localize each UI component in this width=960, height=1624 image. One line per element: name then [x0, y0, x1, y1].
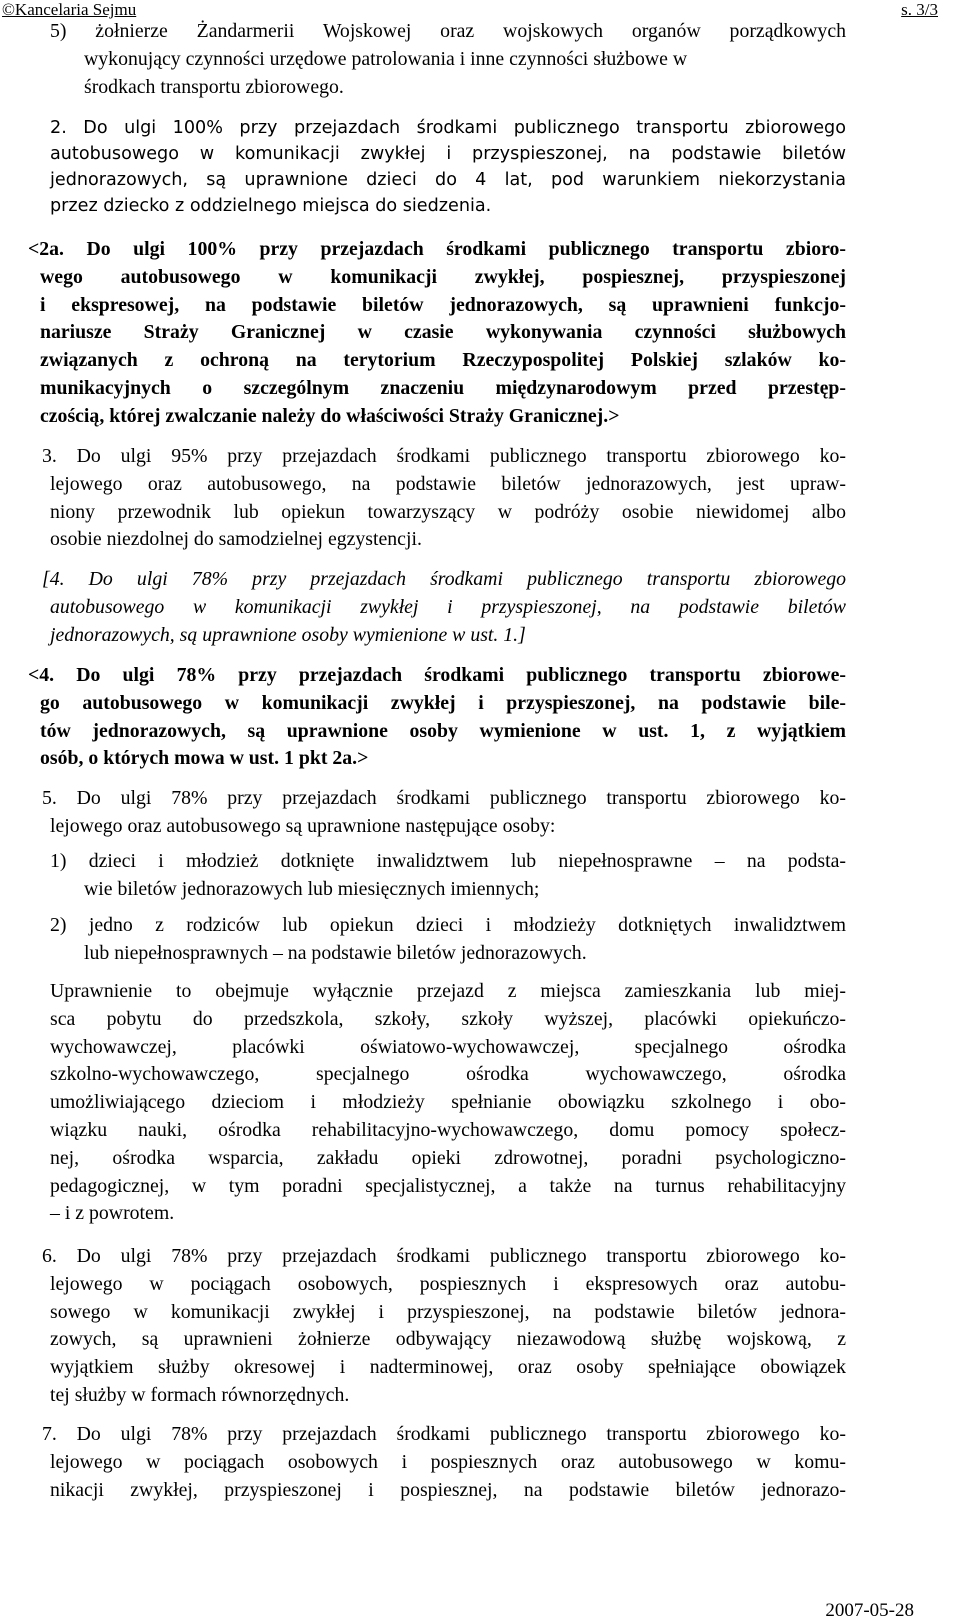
- text-line: tów jednorazowych, są uprawnione osoby wymienione w ust. 1, z wyjątkiem: [40, 719, 846, 742]
- text-line: wie biletów jednorazowych lub miesięcznych imiennych;: [84, 877, 540, 900]
- text-line: nikacji zwykłej, przyspieszonej i pospiesznej, na podstawie biletów jednorazo-: [50, 1478, 846, 1501]
- text-line: Uprawnienie to obejmuje wyłącznie przejazd z miejsca zamieszkania lub miej-: [50, 980, 846, 1002]
- text-line: nej, ośrodka wsparcia, zakładu opieki zdrowotnej, poradni psychologiczno-: [50, 1146, 846, 1169]
- text-line: 7. Do ulgi 78% przy przejazdach środkami publicznego transportu zbiorowego ko-: [42, 1423, 846, 1445]
- text-line: 5. Do ulgi 78% przy przejazdach środkami publicznego transportu zbiorowego ko-: [42, 787, 846, 809]
- paragraph-4-repealed: [28, 566, 846, 649]
- text-line: lejowego oraz autobusowego, na podstawie biletów jednorazowych, jest upraw-: [50, 472, 846, 495]
- paragraph-2: [50, 115, 846, 219]
- text-line: 6. Do ulgi 78% przy przejazdach środkami publicznego transportu zbiorowego ko-: [42, 1245, 846, 1267]
- paragraph-3: [28, 443, 846, 554]
- paragraph-7: [28, 1421, 846, 1504]
- paragraph-5-item-2: [50, 912, 846, 968]
- text-line: lejowego oraz autobusowego są uprawnione następujące osoby:: [50, 814, 556, 837]
- text-line: tej służby w formach równorzędnych.: [50, 1383, 350, 1406]
- text-line: przez dziecko z oddzielnego miejsca do siedzenia.: [50, 196, 492, 216]
- text-line: wychowawczej, placówki oświatowo-wychowawczej, specjalnego ośrodka: [50, 1035, 846, 1058]
- paragraph-5-item-1: [50, 848, 846, 904]
- text-line: nariusze Straży Granicznej w czasie wykonywania czynności służbowych: [40, 321, 846, 344]
- text-line: <4. Do ulgi 78% przy przejazdach środkami publicznego transportu zbiorowe-: [28, 664, 846, 686]
- text-line: lejowego w pociągach osobowych, pospiesznych i ekspresowych oraz autobu-: [50, 1272, 846, 1295]
- text-line: [4. Do ulgi 78% przy przejazdach środkami publicznego transportu zbiorowego: [42, 568, 846, 590]
- text-line: – i z powrotem.: [50, 1202, 175, 1225]
- text-line: wiązku nauki, ośrodka rehabilitacyjno-wychowawczego, domu pomocy społecz-: [50, 1118, 846, 1141]
- header-copyright: ©Kancelaria Sejmu: [2, 0, 137, 19]
- text-line: 3. Do ulgi 95% przy przejazdach środkami publicznego transportu zbiorowego ko-: [42, 445, 846, 467]
- text-line: czością, której zwalczanie należy do właściwości Straży Granicznej.>: [40, 404, 620, 427]
- text-line: niony przewodnik lub opiekun towarzyszący w podróży osobie niewidomej albo: [50, 500, 846, 523]
- text-line: środkach transportu zbiorowego.: [84, 75, 344, 98]
- text-line: lub niepełnosprawnych – na podstawie biletów jednorazowych.: [84, 941, 587, 964]
- text-line: lejowego w pociągach osobowych i pospiesznych oraz autobusowego w komu-: [50, 1450, 846, 1473]
- header-page-ref: s. 3/3: [901, 0, 938, 19]
- paragraph-5: [28, 785, 846, 841]
- text-line: sca pobytu do przedszkola, szkoły, szkoły wyższej, placówki opiekuńczo-: [50, 1007, 846, 1030]
- text-line: osób, o których mowa w ust. 1 pkt 2a.>: [40, 747, 369, 770]
- paragraph-6: [28, 1243, 846, 1410]
- text-line: wyjątkiem służby okresowej i nadterminowej, oraz osoby spełniające obowiązek: [50, 1356, 846, 1379]
- text-line: 5) żołnierze Żandarmerii Wojskowej oraz wojskowych organów porządkowych: [50, 20, 846, 42]
- text-line: 2) jedno z rodziców lub opiekun dzieci i młodzieży dotkniętych inwalidztwem: [50, 914, 846, 936]
- text-line: go autobusowego w komunikacji zwykłej i przyspieszonej, na podstawie bile-: [40, 691, 846, 714]
- text-line: autobusowego w komunikacji zwykłej i przyspieszonej, na podstawie biletów: [50, 595, 846, 618]
- text-line: 1) dzieci i młodzież dotknięte inwalidztwem lub niepełnosprawne – na podsta-: [50, 850, 846, 872]
- text-line: <2a. Do ulgi 100% przy przejazdach środkami publicznego transportu zbioro-: [28, 238, 846, 260]
- text-line: jednorazowych, są uprawnione dzieci do 4 lat, pod warunkiem niekorzystania: [50, 170, 846, 190]
- text-line: 2. Do ulgi 100% przy przejazdach środkami publicznego transportu zbiorowego: [50, 118, 846, 138]
- text-line: wykonujący czynności urzędowe patrolowania i inne czynności służbowe w: [84, 47, 688, 70]
- text-line: umożliwiającego dzieciom i młodzieży spełnianie obowiązku szkolnego i obo-: [50, 1091, 846, 1114]
- text-line: zowych, są uprawnieni żołnierze odbywający niezawodową służbę wojskową, z: [50, 1328, 846, 1351]
- text-line: sowego w komunikacji zwykłej i przyspieszonej, na podstawie biletów jednora-: [50, 1300, 846, 1323]
- paragraph-5-scope: [50, 978, 846, 1228]
- text-line: wego autobusowego w komunikacji zwykłej, pospiesznej, przyspieszonej: [40, 265, 846, 288]
- paragraph-4-amended: [28, 662, 846, 773]
- text-line: jednorazowych, są uprawnione osoby wymienione w ust. 1.]: [50, 623, 526, 646]
- text-line: autobusowego w komunikacji zwykłej i przyspieszonej, na podstawie biletów: [50, 144, 846, 164]
- text-line: i ekspresowej, na podstawie biletów jednorazowych, są uprawnieni funkcjo-: [40, 293, 846, 316]
- paragraph-2a: [28, 236, 846, 431]
- text-line: munikacyjnych o szczególnym znaczeniu międzynarodowym przed przestęp-: [40, 376, 846, 399]
- text-line: związanych z ochroną na terytorium Rzeczypospolitej Polskiej szlaków ko-: [40, 349, 846, 372]
- footer-date: 2007-05-28: [825, 1600, 914, 1621]
- text-line: osobie niezdolnej do samodzielnej egzystencji.: [50, 528, 422, 551]
- text-line: szkolno-wychowawczego, specjalnego ośrodka wychowawczego, ośrodka: [50, 1063, 846, 1086]
- text-line: pedagogicznej, w tym poradni specjalistycznej, a także na turnus rehabilitacyjny: [50, 1174, 846, 1197]
- list-item-5: [50, 18, 846, 101]
